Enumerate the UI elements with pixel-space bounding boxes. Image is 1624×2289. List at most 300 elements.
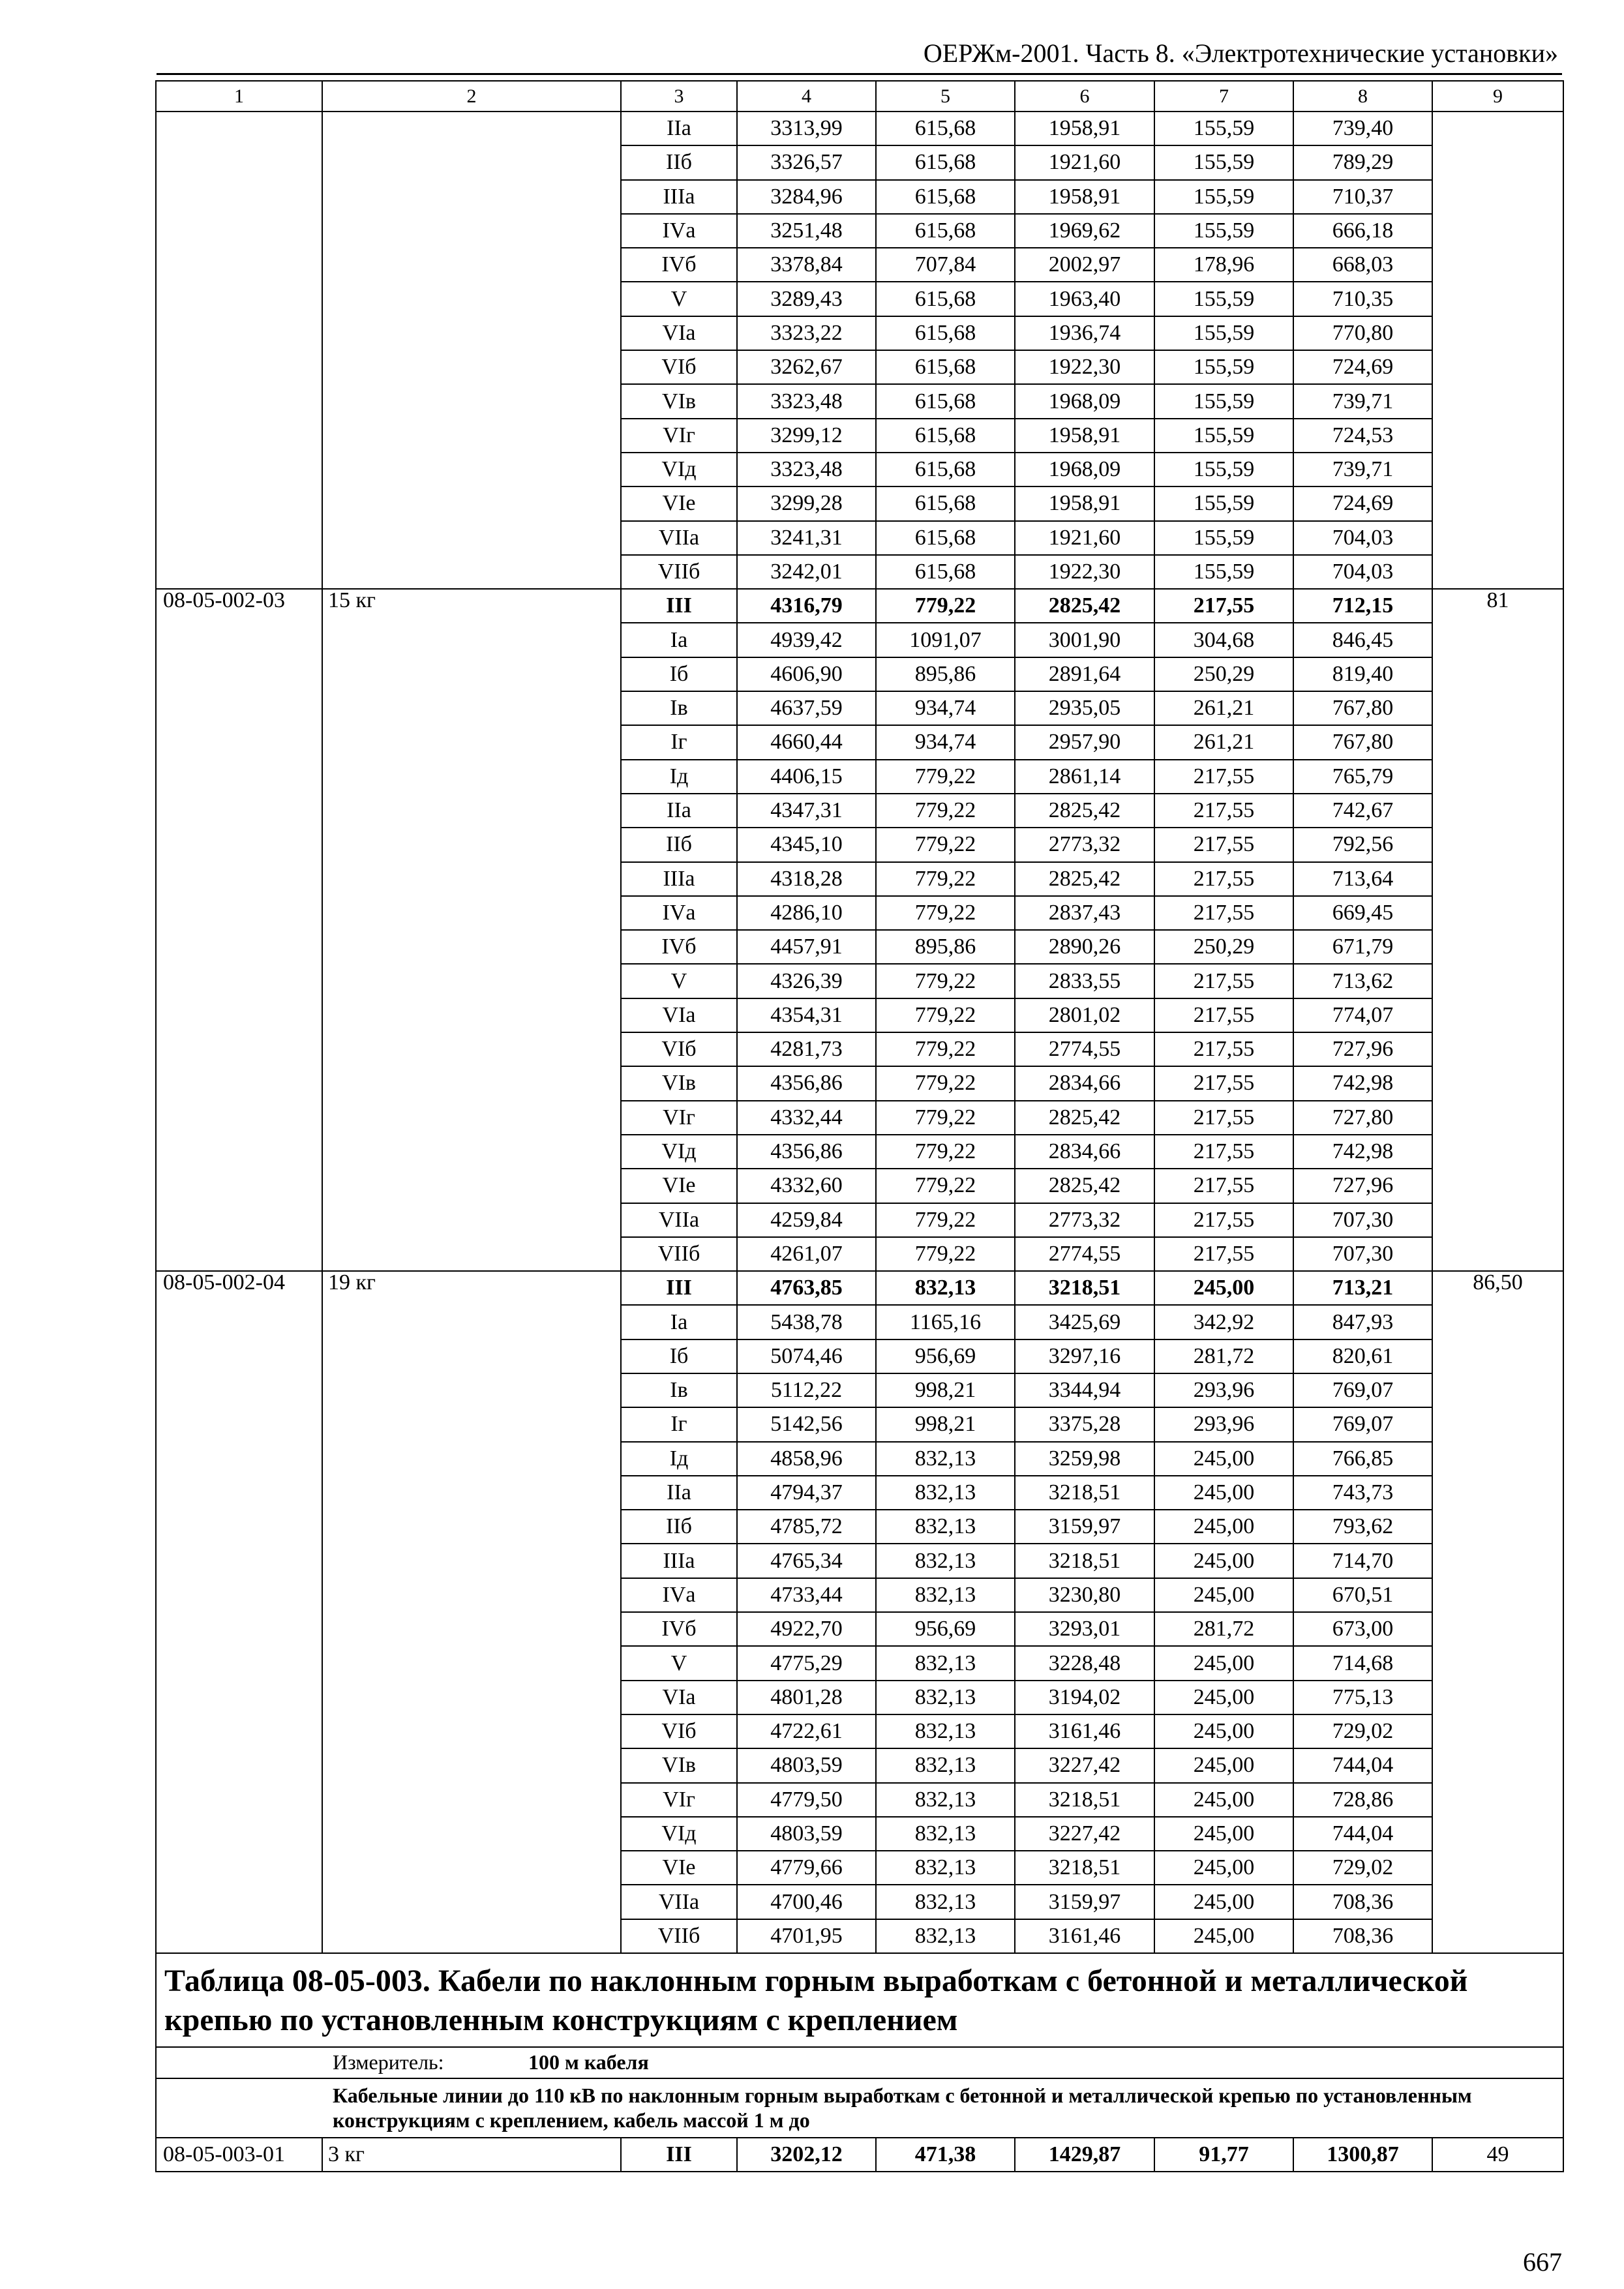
- value-cell: 304,68: [1154, 623, 1293, 657]
- value-cell: 832,13: [876, 1271, 1015, 1305]
- rate-code: [156, 112, 322, 589]
- value-cell: 615,68: [876, 316, 1015, 350]
- value-cell: 217,55: [1154, 1203, 1293, 1237]
- value-cell: 956,69: [876, 1339, 1015, 1373]
- zone-cell: VIд: [621, 1817, 737, 1851]
- value-cell: 4779,50: [737, 1783, 876, 1817]
- zone-cell: VIе: [621, 1169, 737, 1203]
- value-cell: 779,22: [876, 1101, 1015, 1135]
- value-cell: 668,03: [1293, 248, 1432, 282]
- value-cell: 2774,55: [1015, 1237, 1154, 1271]
- value-cell: 1958,91: [1015, 112, 1154, 145]
- value-cell: 261,21: [1154, 691, 1293, 725]
- value-cell: 713,62: [1293, 964, 1432, 998]
- value-cell: 3241,31: [737, 521, 876, 555]
- value-cell: 3228,48: [1015, 1646, 1154, 1680]
- value-cell: 217,55: [1154, 1032, 1293, 1066]
- value-cell: 3323,22: [737, 316, 876, 350]
- value-cell: 217,55: [1154, 828, 1293, 861]
- value-cell: 615,68: [876, 282, 1015, 316]
- value-cell: 217,55: [1154, 1169, 1293, 1203]
- value-cell: 293,96: [1154, 1373, 1293, 1407]
- value-cell: 3262,67: [737, 350, 876, 384]
- value-cell: 710,37: [1293, 180, 1432, 214]
- value-cell: 5074,46: [737, 1339, 876, 1373]
- col9-cell: 86,50: [1432, 1271, 1563, 1953]
- value-cell: 3202,12: [737, 2138, 876, 2172]
- zone-cell: VIв: [621, 1748, 737, 1782]
- zone-cell: VIIа: [621, 1885, 737, 1919]
- value-cell: 789,29: [1293, 145, 1432, 179]
- zone-cell: VIб: [621, 1714, 737, 1748]
- value-cell: 669,45: [1293, 896, 1432, 930]
- zone-cell: VIIб: [621, 1919, 737, 1953]
- zone-cell: IIIа: [621, 862, 737, 896]
- value-cell: 2834,66: [1015, 1066, 1154, 1100]
- value-cell: 832,13: [876, 1510, 1015, 1544]
- col9-cell: 49: [1432, 2138, 1563, 2172]
- zone-cell: IVа: [621, 896, 737, 930]
- value-cell: 155,59: [1154, 214, 1293, 248]
- value-cell: 4345,10: [737, 828, 876, 861]
- zone-cell: VIе: [621, 1851, 737, 1885]
- value-cell: 1968,09: [1015, 384, 1154, 418]
- zone-cell: VIг: [621, 1783, 737, 1817]
- zone-cell: IVб: [621, 248, 737, 282]
- value-cell: 671,79: [1293, 930, 1432, 964]
- value-cell: 3218,51: [1015, 1544, 1154, 1578]
- zone-cell: VIд: [621, 1135, 737, 1169]
- zone-cell: III: [621, 589, 737, 623]
- running-header-title: ОЕРЖм-2001. Часть 8. «Электротехнические установки»: [923, 38, 1558, 68]
- value-cell: 4779,66: [737, 1851, 876, 1885]
- value-cell: 4858,96: [737, 1442, 876, 1476]
- value-cell: 832,13: [876, 1476, 1015, 1510]
- section-description: Кабельные линии до 110 кВ по наклонным горным выработкам с бетонной и металлической крепью по установленным конструкциям с креплением, кабель массой 1 м до: [333, 2084, 1472, 2132]
- value-cell: 281,72: [1154, 1339, 1293, 1373]
- value-cell: 1958,91: [1015, 486, 1154, 520]
- value-cell: 217,55: [1154, 998, 1293, 1032]
- value-cell: 245,00: [1154, 1714, 1293, 1748]
- description-row: [156, 2078, 1563, 2138]
- zone-cell: Iд: [621, 760, 737, 794]
- value-cell: 3218,51: [1015, 1851, 1154, 1885]
- value-cell: 779,22: [876, 1169, 1015, 1203]
- value-cell: 775,13: [1293, 1681, 1432, 1714]
- value-cell: 739,40: [1293, 112, 1432, 145]
- value-cell: 155,59: [1154, 112, 1293, 145]
- description-cell: [156, 2078, 1563, 2138]
- value-cell: 1091,07: [876, 623, 1015, 657]
- value-cell: 217,55: [1154, 1237, 1293, 1271]
- value-cell: 846,45: [1293, 623, 1432, 657]
- value-cell: 178,96: [1154, 248, 1293, 282]
- value-cell: 615,68: [876, 112, 1015, 145]
- value-cell: 832,13: [876, 1442, 1015, 1476]
- value-cell: 2825,42: [1015, 589, 1154, 623]
- value-cell: 2935,05: [1015, 691, 1154, 725]
- value-cell: 3284,96: [737, 180, 876, 214]
- value-cell: 1300,87: [1293, 2138, 1432, 2172]
- value-cell: 2825,42: [1015, 1101, 1154, 1135]
- value-cell: 4775,29: [737, 1646, 876, 1680]
- value-cell: 4637,59: [737, 691, 876, 725]
- rate-name: 3 кг: [322, 2138, 621, 2172]
- value-cell: 832,13: [876, 1885, 1015, 1919]
- value-cell: 250,29: [1154, 657, 1293, 691]
- zone-cell: Iг: [621, 725, 737, 759]
- value-cell: 4801,28: [737, 1681, 876, 1714]
- column-number: 5: [876, 81, 1015, 112]
- zone-cell: Iв: [621, 1373, 737, 1407]
- value-cell: 615,68: [876, 453, 1015, 486]
- value-cell: 779,22: [876, 1203, 1015, 1237]
- value-cell: 727,80: [1293, 1101, 1432, 1135]
- section-title: Таблица 08-05-003. Кабели по наклонным горным выработкам с бетонной и металлической крепью по установленным конструкциям с креплением: [164, 1964, 1468, 2038]
- value-cell: 245,00: [1154, 1510, 1293, 1544]
- value-cell: 5438,78: [737, 1305, 876, 1339]
- value-cell: 4733,44: [737, 1578, 876, 1612]
- value-cell: 471,38: [876, 2138, 1015, 2172]
- value-cell: 155,59: [1154, 145, 1293, 179]
- value-cell: 4722,61: [737, 1714, 876, 1748]
- value-cell: 1429,87: [1015, 2138, 1154, 2172]
- value-cell: 245,00: [1154, 1817, 1293, 1851]
- value-cell: 739,71: [1293, 384, 1432, 418]
- value-cell: 4286,10: [737, 896, 876, 930]
- zone-cell: VIа: [621, 998, 737, 1032]
- value-cell: 1968,09: [1015, 453, 1154, 486]
- value-cell: 4332,60: [737, 1169, 876, 1203]
- value-cell: 245,00: [1154, 1646, 1293, 1680]
- value-cell: 217,55: [1154, 794, 1293, 828]
- value-cell: 4763,85: [737, 1271, 876, 1305]
- running-header: [157, 34, 1562, 75]
- value-cell: 4316,79: [737, 589, 876, 623]
- value-cell: 2801,02: [1015, 998, 1154, 1032]
- value-cell: 998,21: [876, 1373, 1015, 1407]
- value-cell: 245,00: [1154, 1271, 1293, 1305]
- value-cell: 707,30: [1293, 1237, 1432, 1271]
- value-cell: 832,13: [876, 1681, 1015, 1714]
- value-cell: 3323,48: [737, 453, 876, 486]
- value-cell: 744,04: [1293, 1817, 1432, 1851]
- value-cell: 779,22: [876, 1032, 1015, 1066]
- value-cell: 155,59: [1154, 282, 1293, 316]
- value-cell: 245,00: [1154, 1681, 1293, 1714]
- value-cell: 3323,48: [737, 384, 876, 418]
- zone-cell: VIв: [621, 384, 737, 418]
- value-cell: 217,55: [1154, 862, 1293, 896]
- value-cell: 779,22: [876, 1066, 1015, 1100]
- value-cell: 3227,42: [1015, 1748, 1154, 1782]
- value-cell: 3218,51: [1015, 1783, 1154, 1817]
- value-cell: 217,55: [1154, 760, 1293, 794]
- value-cell: 615,68: [876, 384, 1015, 418]
- price-table: [155, 80, 1564, 2172]
- value-cell: 3425,69: [1015, 1305, 1154, 1339]
- table-row: [156, 1271, 1563, 1305]
- rate-code: 08-05-002-04: [156, 1271, 322, 1953]
- zone-cell: VIIб: [621, 1237, 737, 1271]
- table-row: [156, 112, 1563, 145]
- measure-label: Измеритель:: [333, 2050, 444, 2074]
- value-cell: 793,62: [1293, 1510, 1432, 1544]
- value-cell: 3251,48: [737, 214, 876, 248]
- value-cell: 666,18: [1293, 214, 1432, 248]
- value-cell: 832,13: [876, 1783, 1015, 1817]
- value-cell: 728,86: [1293, 1783, 1432, 1817]
- column-number-row: [156, 81, 1563, 112]
- value-cell: 1165,16: [876, 1305, 1015, 1339]
- value-cell: 4347,31: [737, 794, 876, 828]
- value-cell: 779,22: [876, 794, 1015, 828]
- measure-cell: [156, 2047, 1563, 2078]
- value-cell: 3375,28: [1015, 1407, 1154, 1441]
- value-cell: 155,59: [1154, 419, 1293, 453]
- value-cell: 779,22: [876, 760, 1015, 794]
- value-cell: 779,22: [876, 896, 1015, 930]
- value-cell: 779,22: [876, 862, 1015, 896]
- value-cell: 3001,90: [1015, 623, 1154, 657]
- zone-cell: IIб: [621, 828, 737, 861]
- value-cell: 1963,40: [1015, 282, 1154, 316]
- value-cell: 615,68: [876, 350, 1015, 384]
- value-cell: 832,13: [876, 1851, 1015, 1885]
- value-cell: 3218,51: [1015, 1271, 1154, 1305]
- value-cell: 742,98: [1293, 1135, 1432, 1169]
- value-cell: 4765,34: [737, 1544, 876, 1578]
- value-cell: 3242,01: [737, 555, 876, 589]
- zone-cell: IIб: [621, 1510, 737, 1544]
- value-cell: 1958,91: [1015, 419, 1154, 453]
- zone-cell: IVб: [621, 930, 737, 964]
- value-cell: 724,69: [1293, 350, 1432, 384]
- zone-cell: VIа: [621, 316, 737, 350]
- value-cell: 245,00: [1154, 1851, 1293, 1885]
- value-cell: 998,21: [876, 1407, 1015, 1441]
- value-cell: 727,96: [1293, 1169, 1432, 1203]
- value-cell: 155,59: [1154, 316, 1293, 350]
- zone-cell: VIв: [621, 1066, 737, 1100]
- column-number: 9: [1432, 81, 1563, 112]
- value-cell: 792,56: [1293, 828, 1432, 861]
- value-cell: 245,00: [1154, 1919, 1293, 1953]
- zone-cell: IVа: [621, 1578, 737, 1612]
- value-cell: 3230,80: [1015, 1578, 1154, 1612]
- value-cell: 770,80: [1293, 316, 1432, 350]
- value-cell: 832,13: [876, 1544, 1015, 1578]
- value-cell: 743,73: [1293, 1476, 1432, 1510]
- value-cell: 779,22: [876, 998, 1015, 1032]
- zone-cell: III: [621, 1271, 737, 1305]
- value-cell: 155,59: [1154, 521, 1293, 555]
- zone-cell: IIб: [621, 145, 737, 179]
- value-cell: 2825,42: [1015, 794, 1154, 828]
- value-cell: 245,00: [1154, 1748, 1293, 1782]
- value-cell: 710,35: [1293, 282, 1432, 316]
- value-cell: 713,21: [1293, 1271, 1432, 1305]
- table-row: [156, 589, 1563, 623]
- zone-cell: III: [621, 2138, 737, 2172]
- zone-cell: VIIб: [621, 555, 737, 589]
- col9-cell: [1432, 112, 1563, 589]
- value-cell: 2834,66: [1015, 1135, 1154, 1169]
- zone-cell: VIIа: [621, 1203, 737, 1237]
- value-cell: 2890,26: [1015, 930, 1154, 964]
- value-cell: 4356,86: [737, 1135, 876, 1169]
- measure-row: [156, 2047, 1563, 2078]
- value-cell: 832,13: [876, 1714, 1015, 1748]
- value-cell: 832,13: [876, 1817, 1015, 1851]
- section-title-row: [156, 1953, 1563, 2047]
- value-cell: 155,59: [1154, 350, 1293, 384]
- value-cell: 3227,42: [1015, 1817, 1154, 1851]
- value-cell: 713,64: [1293, 862, 1432, 896]
- value-cell: 4356,86: [737, 1066, 876, 1100]
- value-cell: 1969,62: [1015, 214, 1154, 248]
- value-cell: 155,59: [1154, 555, 1293, 589]
- zone-cell: VIа: [621, 1681, 737, 1714]
- value-cell: 4281,73: [737, 1032, 876, 1066]
- value-cell: 245,00: [1154, 1783, 1293, 1817]
- value-cell: 1936,74: [1015, 316, 1154, 350]
- zone-cell: VIб: [621, 350, 737, 384]
- value-cell: 3159,97: [1015, 1510, 1154, 1544]
- value-cell: 729,02: [1293, 1851, 1432, 1885]
- zone-cell: V: [621, 964, 737, 998]
- value-cell: 708,36: [1293, 1885, 1432, 1919]
- value-cell: 1958,91: [1015, 180, 1154, 214]
- value-cell: 245,00: [1154, 1476, 1293, 1510]
- value-cell: 670,51: [1293, 1578, 1432, 1612]
- value-cell: 615,68: [876, 180, 1015, 214]
- value-cell: 615,68: [876, 486, 1015, 520]
- value-cell: 615,68: [876, 419, 1015, 453]
- column-number: 1: [156, 81, 322, 112]
- value-cell: 779,22: [876, 1135, 1015, 1169]
- zone-cell: Iг: [621, 1407, 737, 1441]
- value-cell: 615,68: [876, 521, 1015, 555]
- value-cell: 4794,37: [737, 1476, 876, 1510]
- value-cell: 4606,90: [737, 657, 876, 691]
- column-number: 2: [322, 81, 621, 112]
- col9-cell: 81: [1432, 589, 1563, 1271]
- value-cell: 934,74: [876, 691, 1015, 725]
- value-cell: 5142,56: [737, 1407, 876, 1441]
- value-cell: 245,00: [1154, 1544, 1293, 1578]
- value-cell: 3159,97: [1015, 1885, 1154, 1919]
- section-title-cell: [156, 1953, 1563, 2047]
- value-cell: 765,79: [1293, 760, 1432, 794]
- value-cell: 704,03: [1293, 555, 1432, 589]
- zone-cell: Iд: [621, 1442, 737, 1476]
- value-cell: 342,92: [1154, 1305, 1293, 1339]
- value-cell: 2825,42: [1015, 1169, 1154, 1203]
- value-cell: 1921,60: [1015, 521, 1154, 555]
- zone-cell: IIIа: [621, 1544, 737, 1578]
- value-cell: 3297,16: [1015, 1339, 1154, 1373]
- column-number: 7: [1154, 81, 1293, 112]
- zone-cell: VIг: [621, 1101, 737, 1135]
- value-cell: 3326,57: [737, 145, 876, 179]
- value-cell: 673,00: [1293, 1612, 1432, 1646]
- column-number: 4: [737, 81, 876, 112]
- zone-cell: V: [621, 282, 737, 316]
- value-cell: 217,55: [1154, 964, 1293, 998]
- rate-code: 08-05-002-03: [156, 589, 322, 1271]
- value-cell: 895,86: [876, 657, 1015, 691]
- value-cell: 2825,42: [1015, 862, 1154, 896]
- value-cell: 707,84: [876, 248, 1015, 282]
- zone-cell: VIIа: [621, 521, 737, 555]
- value-cell: 217,55: [1154, 589, 1293, 623]
- value-cell: 4939,42: [737, 623, 876, 657]
- value-cell: 155,59: [1154, 486, 1293, 520]
- value-cell: 250,29: [1154, 930, 1293, 964]
- zone-cell: VIб: [621, 1032, 737, 1066]
- value-cell: 707,30: [1293, 1203, 1432, 1237]
- value-cell: 217,55: [1154, 1066, 1293, 1100]
- value-cell: 3161,46: [1015, 1919, 1154, 1953]
- zone-cell: VIг: [621, 419, 737, 453]
- zone-cell: Iб: [621, 1339, 737, 1373]
- value-cell: 155,59: [1154, 453, 1293, 486]
- value-cell: 832,13: [876, 1919, 1015, 1953]
- value-cell: 724,69: [1293, 486, 1432, 520]
- value-cell: 2891,64: [1015, 657, 1154, 691]
- value-cell: 4318,28: [737, 862, 876, 896]
- value-cell: 769,07: [1293, 1407, 1432, 1441]
- zone-cell: V: [621, 1646, 737, 1680]
- zone-cell: IVб: [621, 1612, 737, 1646]
- zone-cell: Iа: [621, 1305, 737, 1339]
- value-cell: 714,68: [1293, 1646, 1432, 1680]
- value-cell: 767,80: [1293, 725, 1432, 759]
- value-cell: 2957,90: [1015, 725, 1154, 759]
- value-cell: 245,00: [1154, 1578, 1293, 1612]
- value-cell: 91,77: [1154, 2138, 1293, 2172]
- value-cell: 2002,97: [1015, 248, 1154, 282]
- zone-cell: IIа: [621, 794, 737, 828]
- value-cell: 4803,59: [737, 1817, 876, 1851]
- value-cell: 245,00: [1154, 1442, 1293, 1476]
- page-number: 667: [1523, 2247, 1562, 2277]
- column-number: 3: [621, 81, 737, 112]
- value-cell: 819,40: [1293, 657, 1432, 691]
- value-cell: 774,07: [1293, 998, 1432, 1032]
- value-cell: 4700,46: [737, 1885, 876, 1919]
- value-cell: 155,59: [1154, 384, 1293, 418]
- value-cell: 739,71: [1293, 453, 1432, 486]
- value-cell: 729,02: [1293, 1714, 1432, 1748]
- value-cell: 742,67: [1293, 794, 1432, 828]
- value-cell: 3194,02: [1015, 1681, 1154, 1714]
- value-cell: 704,03: [1293, 521, 1432, 555]
- zone-cell: IIа: [621, 1476, 737, 1510]
- value-cell: 779,22: [876, 1237, 1015, 1271]
- value-cell: 2861,14: [1015, 760, 1154, 794]
- value-cell: 4922,70: [737, 1612, 876, 1646]
- zone-cell: Iа: [621, 623, 737, 657]
- value-cell: 3161,46: [1015, 1714, 1154, 1748]
- zone-cell: IIIа: [621, 180, 737, 214]
- value-cell: 615,68: [876, 145, 1015, 179]
- value-cell: 832,13: [876, 1578, 1015, 1612]
- value-cell: 155,59: [1154, 180, 1293, 214]
- value-cell: 3299,28: [737, 486, 876, 520]
- zone-cell: IVа: [621, 214, 737, 248]
